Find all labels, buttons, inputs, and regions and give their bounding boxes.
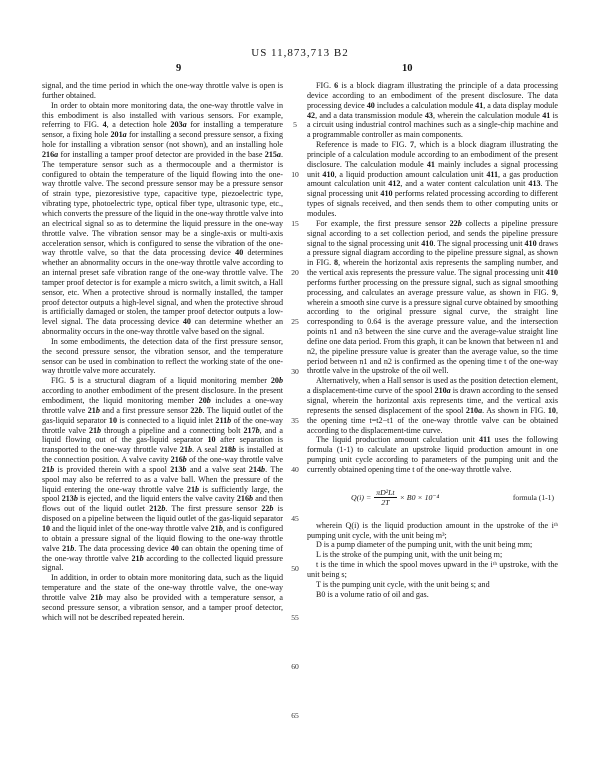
formula-label: formula (1-1) <box>512 492 554 502</box>
line-number: 35 <box>291 415 299 425</box>
column-page-number-left: 9 <box>176 63 182 74</box>
paragraph: T is the pumping unit cycle, with the unit being s; and <box>316 579 490 589</box>
formula-lhs: Q(i) = <box>351 492 372 502</box>
line-number: 15 <box>291 218 299 228</box>
paragraph: D is a pump diameter of the pumping unit, with the unit being mm; <box>316 540 533 550</box>
paragraph: B0 is a volume ratio of oil and gas. <box>316 589 429 599</box>
paragraph: In addition, in order to obtain more monitoring data, such as the liquid temperature and the state of the one-way throttle valve, the one-way throttle valve 21b may also be provided with a temperature sensor, a second pressure sensor, a vibration sensor, and a tamper proof detector, which will not be described repeated herein. <box>42 573 283 622</box>
formula-multiplier: × B0 × 10⁻⁴ <box>399 492 440 502</box>
paragraph: t is the time in which the spool moves upward in the iᵗʰ upstroke, with the unit being s; <box>307 560 558 579</box>
line-number: 65 <box>291 711 299 721</box>
paragraph: Alternatively, when a Hall sensor is used as the position detection element, a displacement-time curve of the spool 210a is drawn according to the sensed signal, wherein the horizontal axis represents time, and the vertical axis represents the sensed displacement of the spool 210a. As shown in FIG. 10, the opening time t=t2−t1 of the one-way throttle valve can be obtained according to the displacement-time curve. <box>307 376 558 435</box>
paragraph: In some embodiments, the detection data of the first pressure sensor, the second pressure sensor, the vibration sensor, and the temperature sensor can be used in combination to reflect the working state of the one-way throttle valve more accurately. <box>42 336 283 376</box>
paragraph: signal, and the time period in which the one-way throttle valve is open is further obtained. <box>42 81 283 100</box>
formula-expression <box>351 488 439 507</box>
line-number-gutter <box>283 81 307 721</box>
line-number: 25 <box>291 317 299 327</box>
right-column-lower-text <box>307 521 558 600</box>
line-number: 40 <box>291 465 299 475</box>
column-page-number-right: 10 <box>402 63 413 74</box>
line-number: 60 <box>291 662 299 672</box>
formula-block <box>307 488 558 507</box>
line-number: 5 <box>293 120 297 130</box>
paragraph: In order to obtain more monitoring data, the one-way throttle valve in this embodiment is also installed with various sensors. For example, referring to FIG. 4, a detection hole 203a for installing a temperature sensor, a fixing hole 201a for installing a second pressure sensor, a fixing hole for installing a vibration sensor (not shown), and an installing hole 216a for installing a tamper proof detector are provided in the base 215a. The temperature sensor such as a thermocouple and a thermistor is configured to obtain the temperature of the liquid flowing into the one-way throttle valve. The second pressure sensor may be a pressure sensor of strain type, piezoresistive type, capacitive type, piezoelectric type, vibrating type, photoelectric type, optical fiber type, ultrasonic type, etc., which converts the pressure of the liquid in the one-way throttle valve into an electrical signal so as to determine the liquid pressure in the one-way throttle valve. The vibration sensor may be a single-axis or multi-axis acceleration sensor, which is configured to sense the vibration of the one-way throttle valve, so that the data processing device 40 determines whether an abnormality occurs in the one-way throttle valve according to an internal preset safe vibration range of the one-way throttle valve. The tamper proof detector is for example a micro switch, a limit switch, a Hall sensor, etc. When a protective shroud is normally installed, the tamper proof detector outputs a high-level signal, and when the protective shroud is artificially damaged or stolen, the tamper proof detector outputs a low-level signal. The data processing device 40 can determine whether an abnormality occurs in the one-way throttle valve based on the signal. <box>42 100 284 337</box>
paragraph: wherein Q(i) is the liquid production amount in the upstroke of the iᵗʰ pumping unit cycle, with the unit being m³; <box>307 520 558 540</box>
two-column-text-body <box>42 81 559 721</box>
paragraph: For example, the first pressure sensor 22b collects a pipeline pressure signal according to a set collection period, and sends the pipeline pressure signal to the signal processing unit 410. The signal processing unit 410 draws a pressure signal diagram according to the pipeline pressure signal, as shown in FIG. 8, wherein the horizontal axis represents the sampling number, and the vertical axis represents the pressure value. The signal processing unit 410 performs further processing on the pressure signal, such as signal smoothing processing, and calculates an average pressure value, as shown in FIG. 9, wherein a smooth sine curve is a pressure signal curve obtained by smoothing according to the original pressure signal curve, the straight line corresponding to 0.64 is the average pressure value, and the intersection points n1 and n3 between the sine curve and the average-value straight line define one data period. From this graph, it can be known that between n1 and n2, the pipeline pressure value is greater than the average value, so the time period between n1 and n2 is confirmed as the opening time t of the one-way throttle valve in the upstroke of the oil well. <box>307 218 558 376</box>
left-column <box>42 81 283 622</box>
paragraph: FIG. 5 is a structural diagram of a liquid monitoring member 20b according to another embodiment of the present disclosure. In the present embodiment, the liquid monitoring member 20b includes a one-way throttle valve 21b and a first pressure sensor 22b. The liquid outlet of the gas-liquid separator 10 is connected to a liquid inlet 211b of the one-way throttle valve 21b through a pipeline and a connecting bolt 217b, and a liquid flowing out of the gas-liquid separator 10 after separation is transported to the one-way throttle valve 21b. A seal 218b is installed at the connection position. A valve cavity 216b of the one-way throttle valve 21b is provided therein with a spool 213b and a valve seat 214b. The spool may also be referred to as a valve ball. When the pressure of the liquid entering the one-way throttle valve 21b is sufficiently large, the spool 213b is ejected, and the liquid enters the valve cavity 216b and then flows out of the liquid outlet 212b. The first pressure sensor 22b is disposed on a pipeline between the liquid outlet of the gas-liquid separator 10 and the liquid inlet of the one-way throttle valve 21b, and is configured to obtain a pressure signal of the liquid flowing to the one-way throttle valve 21b. The data processing device 40 can obtain the opening time of the one-way throttle valve 21b according to the collected liquid pressure signal. <box>42 376 284 573</box>
paragraph: The liquid production amount calculation unit 411 uses the following formula (1-1) to calculate an upstroke liquid production amount in one pumping unit cycle according to parameters of the pumping unit and the currently obtained opening time t of the one-way throttle valve. <box>307 435 558 474</box>
line-number: 55 <box>291 612 299 622</box>
line-number: 30 <box>291 366 299 376</box>
formula-denominator: 2T <box>381 497 390 507</box>
line-number: 50 <box>291 563 299 573</box>
formula-fraction <box>374 488 396 507</box>
paragraph: L is the stroke of the pumping unit, with the unit being m; <box>316 550 503 560</box>
right-column-upper-text <box>307 81 558 475</box>
paragraph: FIG. 6 is a block diagram illustrating the principle of a data processing device according to an embodiment of the present disclosure. The data processing device 40 includes a calculation module 41, a data display module 42, and a data transmission module 43, wherein the calculation module 41 is a circuit using industrial control machines such as a single-chip machine and a programmable controller as main components. <box>307 81 558 140</box>
line-number: 10 <box>291 169 299 179</box>
line-number: 45 <box>291 514 299 524</box>
paragraph: Reference is made to FIG. 7, which is a block diagram illustrating the principle of a calculation module according to an embodiment of the present disclosure. The calculation module 41 mainly includes a signal processing unit 410, a liquid production amount calculation unit 411, a gas production amount calculation unit 412, and a water content calculation unit 413. The signal processing unit 410 performs related processing according to different types of signals received, and then sends them to other computing units or modules. <box>307 140 559 218</box>
line-number: 20 <box>291 268 299 278</box>
right-column <box>307 81 558 600</box>
formula-numerator: πD²Lt <box>376 487 395 497</box>
patent-number-header: US 11,873,713 B2 <box>251 47 349 59</box>
